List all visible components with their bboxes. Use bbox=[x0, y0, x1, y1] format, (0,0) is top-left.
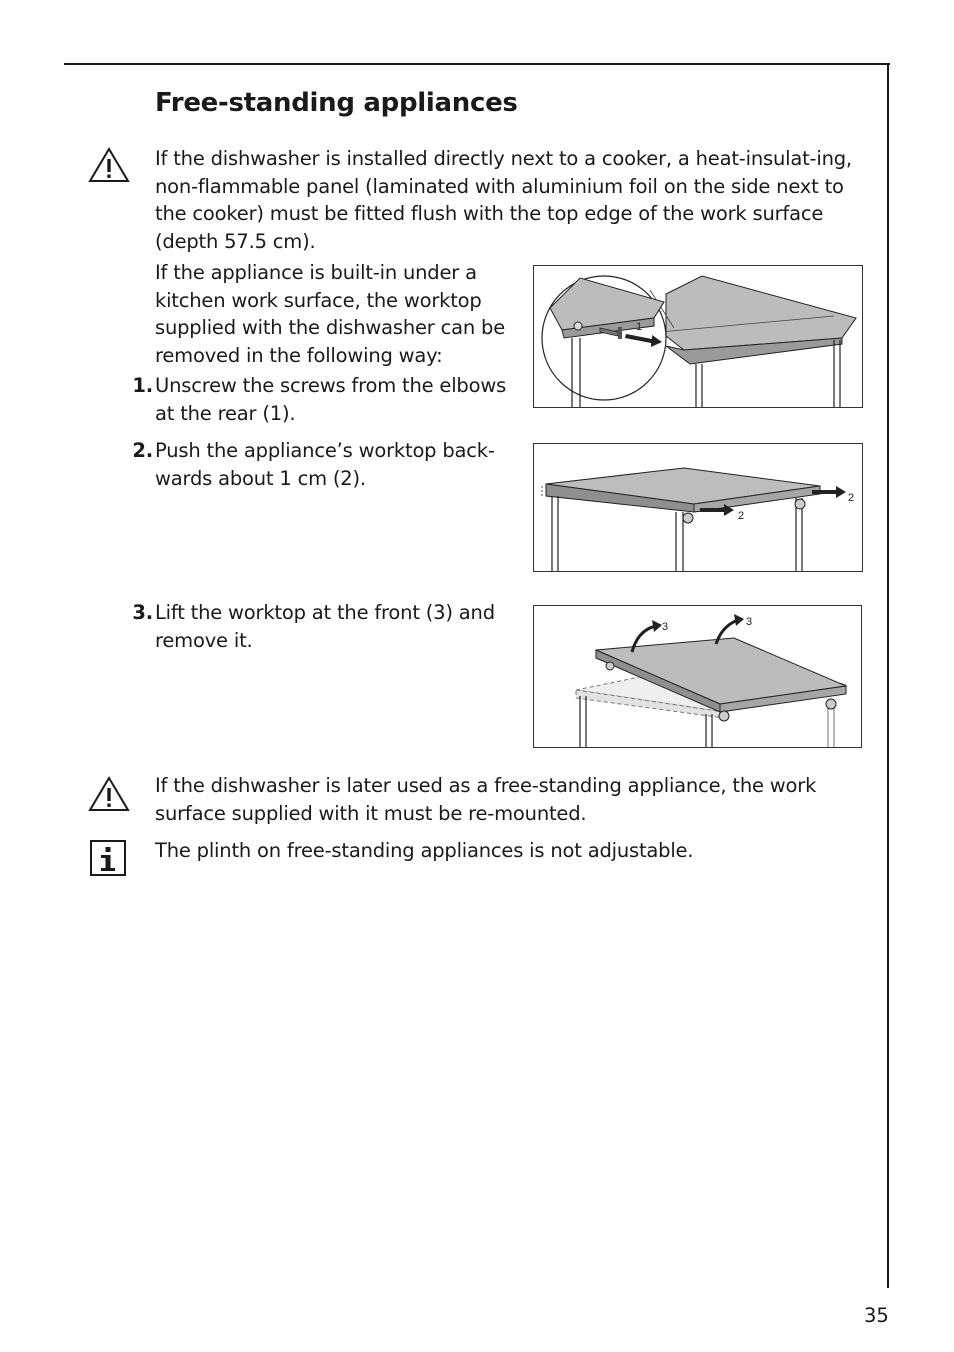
step-1 bbox=[132, 372, 520, 427]
figure-push-worktop bbox=[533, 443, 863, 572]
figure-label: 1 bbox=[636, 321, 643, 333]
step-number: 2. bbox=[132, 439, 153, 462]
page-title: Free-standing appliances bbox=[155, 88, 518, 118]
figure-label: 2 bbox=[848, 492, 855, 504]
info-plinth-text: The plinth on free-standing appliances is not adjustable. bbox=[155, 839, 694, 862]
step-2 bbox=[132, 437, 520, 492]
warning-triangle-icon bbox=[88, 776, 130, 812]
step-text: Push the appliance’s worktop back-wards about 1 cm (2). bbox=[155, 439, 495, 490]
warning-freestanding-text: If the dishwasher is later used as a free-standing appliance, the work surface supplied with it must be re-mounted. bbox=[155, 774, 817, 825]
figure-lift-worktop bbox=[533, 605, 862, 748]
top-rule bbox=[64, 63, 890, 65]
intro-text: If the appliance is built-in under a kitchen work surface, the worktop supplied with the dishwasher can be removed in the following way: bbox=[155, 261, 505, 367]
step-text: Lift the worktop at the front (3) and remove it. bbox=[155, 601, 495, 652]
figure-label: 3 bbox=[662, 621, 669, 633]
figure-label: 2 bbox=[738, 510, 745, 522]
page-number: 35 bbox=[864, 1304, 889, 1327]
info-box-icon bbox=[90, 840, 126, 876]
warning-cooker-text: If the dishwasher is installed directly next to a cooker, a heat-insulat-ing, non-flammable panel (laminated with aluminium foil on the side next to the cooker) must be fitted flush with the top edge of the work surface (depth 57.5 cm). bbox=[155, 147, 852, 253]
warning-triangle-icon bbox=[88, 147, 130, 183]
step-number: 3. bbox=[132, 601, 153, 624]
figure-unscrew-screws bbox=[533, 265, 863, 408]
figure-label: 3 bbox=[746, 616, 753, 628]
step-text: Unscrew the screws from the elbows at the rear (1). bbox=[155, 374, 507, 425]
step-3 bbox=[132, 599, 520, 654]
step-number: 1. bbox=[132, 374, 153, 397]
right-rule bbox=[887, 63, 889, 1288]
